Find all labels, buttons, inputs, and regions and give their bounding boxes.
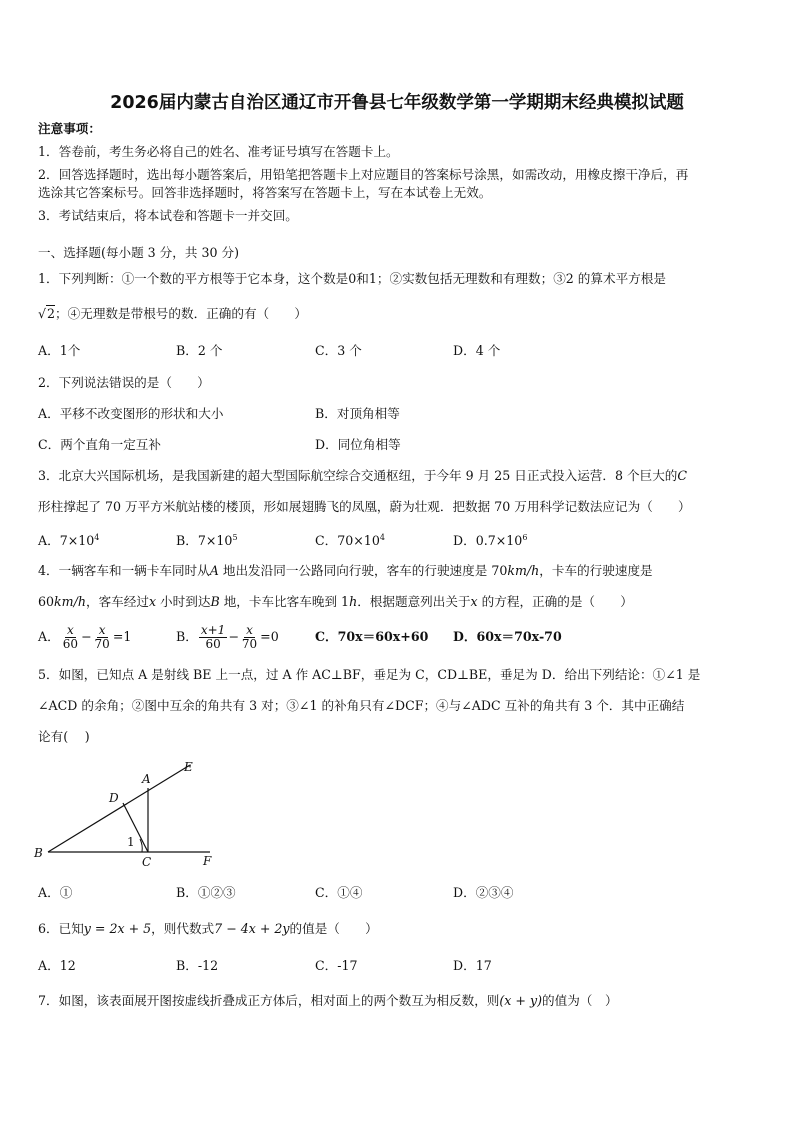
expression: (x + y): [499, 993, 542, 1008]
notice-item-2-cont: 选涂其它答案标号。回答非选择题时，将答案写在答题卡上，写在本试卷上无效。: [38, 185, 492, 200]
fraction: $\frac{x+1}{60}$: [200, 622, 226, 651]
q3-option-b[interactable]: B．$7\times 10^5$: [176, 533, 238, 549]
ray-be: [48, 765, 190, 852]
q5-option-c[interactable]: C．①④: [315, 885, 363, 900]
q7-stem: 7．如图，该表面展开图按虚线折叠成正方体后，相对面上的两个数互为相反数，则(x + y)的值为（ ）: [38, 993, 618, 1008]
equation: y = 2x + 5: [83, 921, 152, 936]
notice-heading: 注意事项：: [38, 121, 101, 136]
section-heading: 一、选择题(每小题 3 分，共 30 分): [38, 245, 240, 260]
label-a: A: [142, 772, 151, 786]
q4-option-d[interactable]: D．60x＝70x-70: [453, 629, 562, 644]
q1-option-b[interactable]: B．2 个: [176, 343, 223, 358]
q2-option-c[interactable]: C．两个直角一定互补: [38, 437, 161, 452]
fraction: $\frac{x}{70}$: [241, 622, 258, 651]
q4-line1: 4．一辆客车和一辆卡车同时从A 地出发沿同一公路同向行驶，客车的行驶速度是 70km/h，卡车的行驶速度是: [38, 563, 653, 578]
q6-option-a[interactable]: A．12: [38, 958, 76, 973]
q6-stem: 6．已知y = 2x + 5，则代数式7 − 4x + 2y的值是（ ）: [38, 921, 378, 936]
label-e: E: [184, 760, 193, 774]
q5-line1: 5．如图，已知点 A 是射线 BE 上一点，过 A 作 AC⊥BF，垂足为 C，CD⊥BE，垂足为 D．给出下列结论：①∠1 是: [38, 667, 701, 682]
q4-option-a[interactable]: A． $\frac{x}{60}$ − $\frac{x}{70}$ =1: [38, 622, 132, 651]
label-b: B: [34, 846, 43, 860]
notice-item-1: 1．答卷前，考生务必将自己的姓名、准考证号填写在答题卡上。: [38, 144, 399, 159]
q5-option-b[interactable]: B．①②③: [176, 885, 236, 900]
label-angle-1: 1: [127, 835, 135, 849]
q6-option-c[interactable]: C．-17: [315, 958, 358, 973]
notice-item-2: 2．回答选择题时，选出每小题答案后，用铅笔把答题卡上对应题目的答案标号涂黑，如需改动，用橡皮擦干净后，再: [38, 167, 689, 182]
expression: 7 − 4x + 2y: [214, 921, 290, 936]
q3-option-a[interactable]: A．$7\times 10^4$: [38, 533, 100, 549]
label-d: D: [109, 791, 119, 805]
label-f: F: [203, 854, 212, 868]
label-c: C: [142, 855, 152, 869]
fraction: $\frac{x}{70}$: [94, 622, 110, 651]
q4-line2: 60km/h，客车经过x 小时到达B 地，卡车比客车晚到 1h．根据题意列出关于x 的方程，正确的是（ ）: [38, 594, 633, 609]
q1-option-c[interactable]: C．3 个: [315, 343, 362, 358]
q5-geometry-figure: [30, 755, 230, 870]
q3-line2: 形柱撑起了 70 万平方米航站楼的楼顶，形如展翅腾飞的凤凰，蔚为壮观．把数据 70 万用科学记数法应记为（ ）: [38, 499, 691, 514]
q1-option-a[interactable]: A．1个: [38, 343, 81, 358]
notice-item-3: 3．考试结束后，将本试卷和答题卡一并交回。: [38, 208, 298, 223]
page-title: 2026届内蒙古自治区通辽市开鲁县七年级数学第一学期期末经典模拟试题: [110, 93, 684, 113]
q5-option-a[interactable]: A．①: [38, 885, 73, 900]
q2-option-a[interactable]: A．平移不改变图形的形状和大小: [38, 406, 224, 421]
q6-option-b[interactable]: B．-12: [176, 958, 219, 973]
q1-line1: 1．下列判断：①一个数的平方根等于它本身，这个数是0和1；②实数包括无理数和有理数；③2 的算术平方根是: [38, 271, 666, 286]
q5-line3: 论有( ): [38, 729, 90, 744]
q4-option-b[interactable]: B． $\frac{x+1}{60}$ − $\frac{x}{70}$ =0: [176, 622, 279, 651]
fraction: $\frac{x}{60}$: [62, 622, 78, 651]
q3-line1: 3．北京大兴国际机场，是我国新建的超大型国际航空综合交通枢纽，于今年 9 月 25 日正式投入运营．8 个巨大的C: [38, 468, 688, 483]
q3-option-d[interactable]: D．$0.7\times 10^6$: [453, 533, 528, 549]
q2-stem: 2．下列说法错误的是（ ）: [38, 375, 210, 390]
sqrt-expression: √2: [38, 306, 56, 321]
q1-option-d[interactable]: D．4 个: [453, 343, 501, 358]
q4-option-c[interactable]: C．70x＝60x+60: [315, 629, 429, 644]
q2-option-d[interactable]: D．同位角相等: [315, 437, 401, 452]
q1-line2: √2；④无理数是带根号的数．正确的有（ ）: [38, 306, 307, 321]
q5-option-d[interactable]: D．②③④: [453, 885, 514, 900]
q5-line2: ∠ACD 的余角；②图中互余的角共有 3 对；③∠1 的补角只有∠DCF；④与∠ADC 互补的角共有 3 个．其中正确结: [38, 698, 685, 713]
q3-option-c[interactable]: C．$70\times 10^4$: [315, 533, 385, 549]
q2-option-b[interactable]: B．对顶角相等: [315, 406, 400, 421]
q6-option-d[interactable]: D．17: [453, 958, 492, 973]
